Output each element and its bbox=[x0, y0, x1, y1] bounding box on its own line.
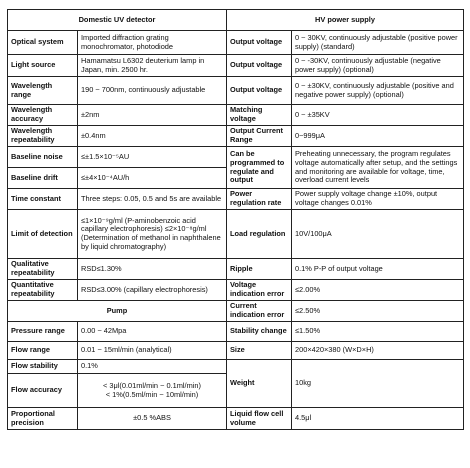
row-value: 200×420×380 (W×D×H) bbox=[292, 342, 464, 360]
row-value: ≤2.00% bbox=[292, 280, 464, 301]
row-label: Load regulation bbox=[227, 210, 292, 259]
row-label: Matching voltage bbox=[227, 105, 292, 126]
table-row bbox=[8, 126, 464, 147]
spec-table bbox=[7, 9, 464, 430]
row-value: 0.1% bbox=[78, 360, 227, 374]
row-label: Proportional precision bbox=[8, 408, 78, 430]
table-row bbox=[8, 105, 464, 126]
row-value: 0.00 ~ 42Mpa bbox=[78, 322, 227, 342]
row-label: Flow stability bbox=[8, 360, 78, 374]
pump-header: Pump bbox=[8, 301, 227, 322]
power-regulation-value: Power supply voltage change ±10%, output voltage changes 0.01% bbox=[292, 189, 464, 210]
row-label: Time constant bbox=[8, 189, 78, 210]
table-row bbox=[8, 360, 464, 374]
row-label: Output voltage bbox=[227, 77, 292, 105]
row-label: Qualitative repeatability bbox=[8, 259, 78, 280]
flow-accuracy-value bbox=[78, 374, 227, 408]
table-row bbox=[8, 210, 464, 259]
row-value: RSD≤3.00% (capillary electrophoresis) bbox=[78, 280, 227, 301]
row-value: ≤1×10⁻⁹g/ml (P-aminobenzoic acid capillary electrophoresis) ≤2×10⁻⁸g/ml (Determination of methanol in naphthalene by liquid chromatography) bbox=[78, 210, 227, 259]
table-row bbox=[8, 322, 464, 342]
programmable-value: Preheating unnecessary, the program regulates voltage automatically after setup, and the settings and monitoring are available for voltage, time, overload current levels bbox=[292, 147, 464, 189]
table-row bbox=[8, 55, 464, 77]
row-label: Size bbox=[227, 342, 292, 360]
row-label: Output voltage bbox=[227, 31, 292, 55]
table-row bbox=[8, 77, 464, 105]
table-row bbox=[8, 408, 464, 430]
row-value: ±2nm bbox=[78, 105, 227, 126]
table-row bbox=[8, 342, 464, 360]
row-label: Stability change bbox=[227, 322, 292, 342]
row-value: ±0.5 %ABS bbox=[78, 408, 227, 430]
row-label: Wavelength repeatability bbox=[8, 126, 78, 147]
row-label: Optical system bbox=[8, 31, 78, 55]
row-value: 190 ~ 700nm, continuously adjustable bbox=[78, 77, 227, 105]
table-row bbox=[8, 280, 464, 301]
table-row bbox=[8, 31, 464, 55]
table-row bbox=[8, 189, 464, 210]
row-value: Three steps: 0.05, 0.5 and 5s are available bbox=[78, 189, 227, 210]
row-label: Wavelength range bbox=[8, 77, 78, 105]
row-label: Flow range bbox=[8, 342, 78, 360]
row-value: 0.01 ~ 15ml/min (analytical) bbox=[78, 342, 227, 360]
table-row bbox=[8, 301, 464, 322]
row-label: Quantitative repeatability bbox=[8, 280, 78, 301]
flow-accuracy-line-1: < 3μl(0.01ml/min ~ 0.1ml/min) bbox=[103, 380, 201, 390]
row-value: Hamamatsu L6302 deuterium lamp in Japan, min. 2500 hr. bbox=[78, 55, 227, 77]
row-label: Flow accuracy bbox=[8, 374, 78, 408]
row-value: 0~999μA bbox=[292, 126, 464, 147]
row-value: ≤±1.5×10⁻⁵AU bbox=[78, 147, 227, 168]
row-value: 0.1% P-P of output voltage bbox=[292, 259, 464, 280]
row-value: 4.5μl bbox=[292, 408, 464, 430]
table-row bbox=[8, 259, 464, 280]
row-value: ≤1.50% bbox=[292, 322, 464, 342]
row-label: Weight bbox=[227, 360, 292, 408]
flow-accuracy-line-2: < 1%(0.5ml/min ~ 10ml/min) bbox=[105, 389, 199, 399]
row-value: 0 ~ 30KV, continuously adjustable (positive power supply) (standard) bbox=[292, 31, 464, 55]
row-value: 0 ~ ±30KV, continuously adjustable (positive and negative power supply) (optional) bbox=[292, 77, 464, 105]
row-label: Baseline drift bbox=[8, 168, 78, 189]
row-value: ≤±4×10⁻⁴AU/h bbox=[78, 168, 227, 189]
spec-sheet bbox=[7, 9, 463, 430]
row-label: Baseline noise bbox=[8, 147, 78, 168]
power-regulation-label: Power regulation rate bbox=[227, 189, 292, 210]
row-label: Output Current Range bbox=[227, 126, 292, 147]
row-value: 0 ~ -30KV, continuously adjustable (negative power supply) (optional) bbox=[292, 55, 464, 77]
row-label: Wavelength accuracy bbox=[8, 105, 78, 126]
row-label: Liquid flow cell volume bbox=[227, 408, 292, 430]
row-value: Imported diffraction grating monochromator, photodiode bbox=[78, 31, 227, 55]
header-row bbox=[8, 10, 464, 31]
row-label: Ripple bbox=[227, 259, 292, 280]
programmable-label: Can be programmed to regulate and output bbox=[227, 147, 292, 189]
row-value: 10V/100μA bbox=[292, 210, 464, 259]
hv-power-supply-header: HV power supply bbox=[227, 10, 464, 31]
row-label: Pressure range bbox=[8, 322, 78, 342]
row-value: ±0.4nm bbox=[78, 126, 227, 147]
row-label: Limit of detection bbox=[8, 210, 78, 259]
row-label: Voltage indication error bbox=[227, 280, 292, 301]
row-label: Light source bbox=[8, 55, 78, 77]
row-label: Output voltage bbox=[227, 55, 292, 77]
row-value: 10kg bbox=[292, 360, 464, 408]
row-value: RSD≤1.30% bbox=[78, 259, 227, 280]
row-value: ≤2.50% bbox=[292, 301, 464, 322]
row-value: 0 ~ ±35KV bbox=[292, 105, 464, 126]
table-row bbox=[8, 147, 464, 168]
uv-detector-header: Domestic UV detector bbox=[8, 10, 227, 31]
row-label: Current indication error bbox=[227, 301, 292, 322]
